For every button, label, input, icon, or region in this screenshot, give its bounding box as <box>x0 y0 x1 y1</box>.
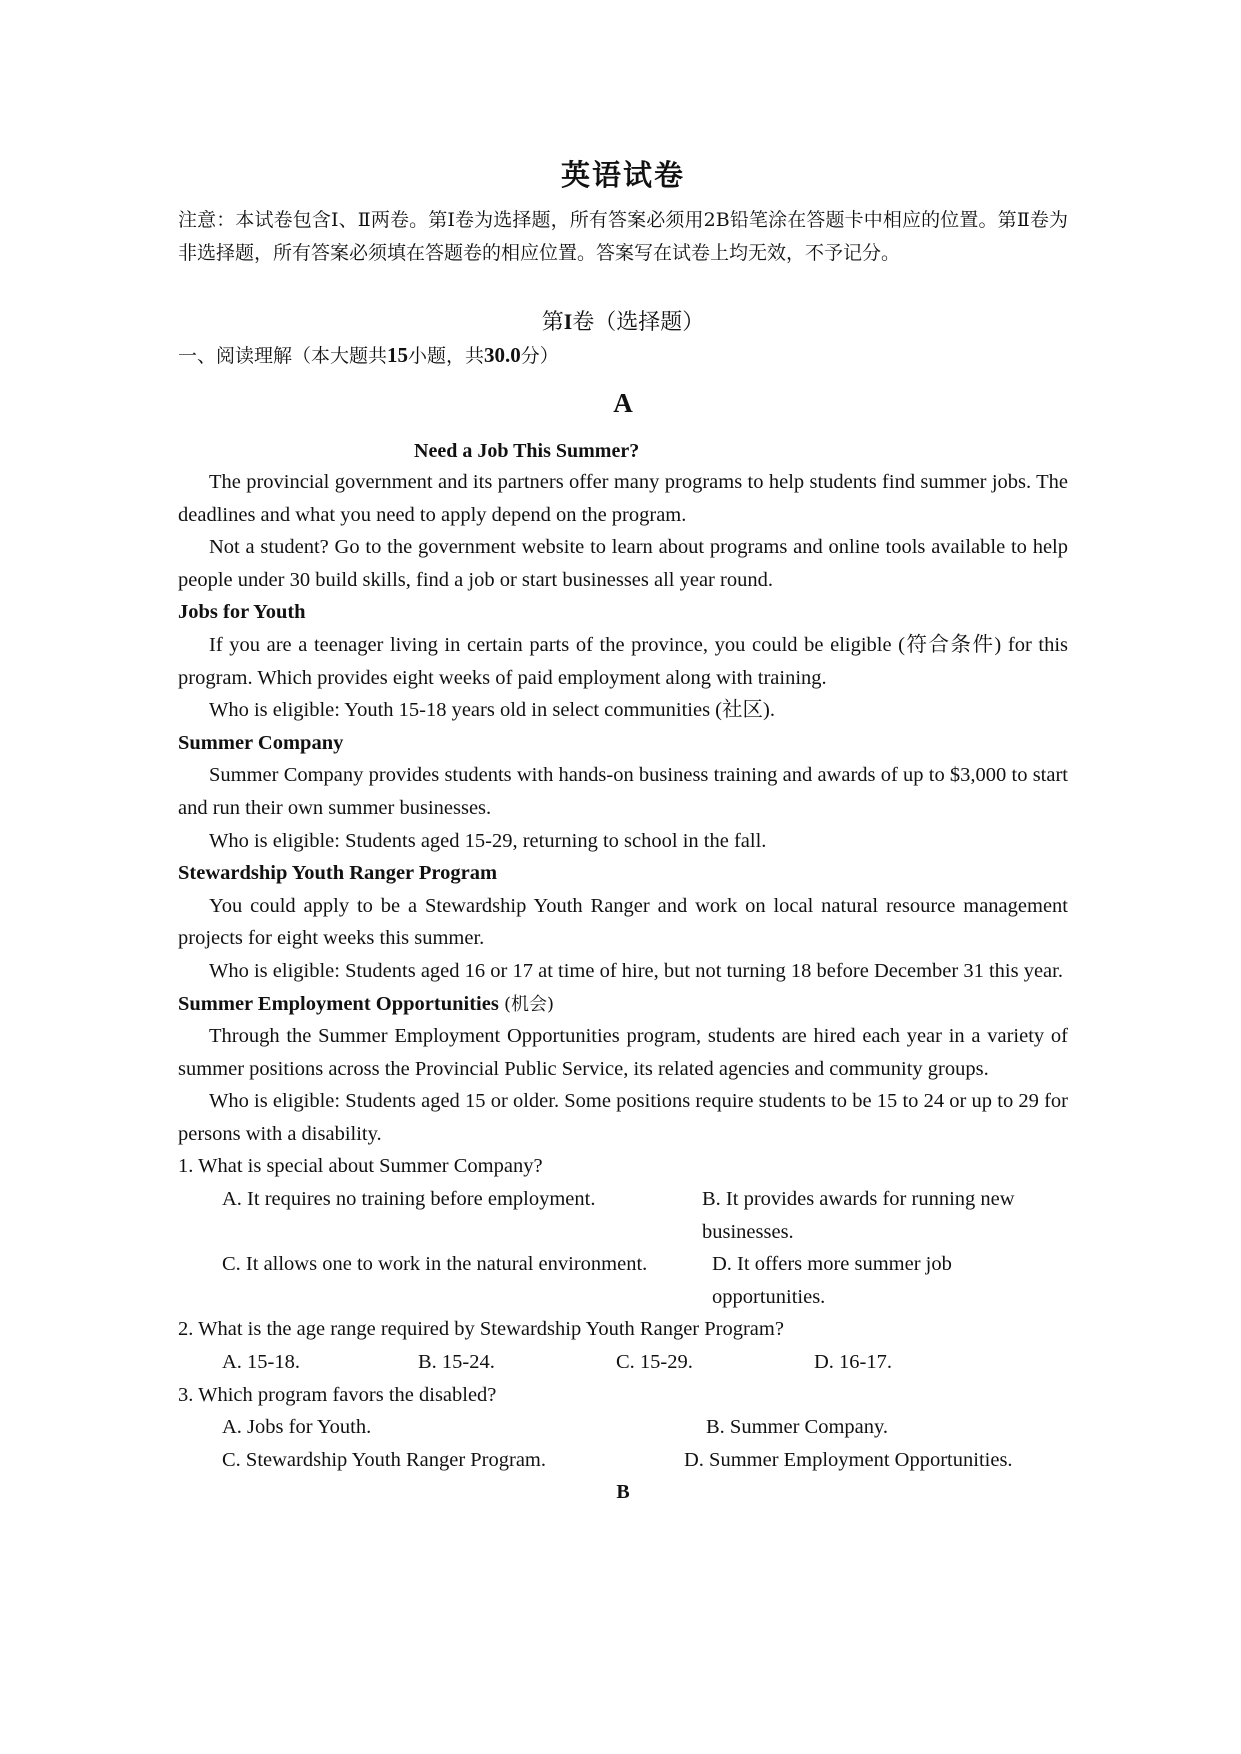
question-1 <box>178 1150 1068 1313</box>
question-stem: 3. Which program favors the disabled? <box>178 1383 497 1406</box>
question-stem: 2. What is the age range required by Stewardship Youth Ranger Program? <box>178 1318 784 1341</box>
reading-section-score: 30.0 <box>484 343 521 367</box>
passage-a-title: Need a Job This Summer? <box>414 440 640 462</box>
option-row <box>222 1346 1068 1379</box>
part-one-post: 卷（选择题） <box>572 310 705 335</box>
program-eligibility: Who is eligible: Students aged 16 or 17 at time of hire, but not turning 18 before December 31 this year. <box>209 959 1063 982</box>
program-summer-employment-opportunities <box>178 988 1068 1151</box>
program-heading-note: (机会) <box>503 993 554 1015</box>
option-row <box>222 1411 1068 1444</box>
option-c[interactable]: C. It allows one to work in the natural environment. <box>222 1253 648 1276</box>
program-heading <box>178 596 1068 629</box>
option-d[interactable]: D. It offers more summer job opportunities. <box>712 1253 952 1308</box>
passage-b-letter: B <box>616 1481 630 1504</box>
reading-section-heading <box>178 340 1068 370</box>
option-d[interactable]: D. 16-17. <box>814 1351 893 1374</box>
reading-section-post: 分） <box>520 345 559 367</box>
program-summer-company <box>178 727 1068 857</box>
exam-notice: 注意：本试卷包含Ⅰ、Ⅱ两卷。第Ⅰ卷为选择题，所有答案必须用2B铅笔涂在答题卡中相应的位置。第Ⅱ卷为非选择题，所有答案必须填在答题卷的相应位置。答案写在试卷上均无效，不予记分。 <box>178 209 1068 264</box>
question-options <box>178 1183 1068 1313</box>
intro-paragraph: Not a student? Go to the government website to learn about programs and online tools available to help people under 30 build skills, find a job or start businesses all year round. <box>178 536 1068 591</box>
option-b[interactable]: B. 15-24. <box>418 1351 495 1374</box>
part-one-pre: 第 <box>541 310 564 335</box>
program-heading-text: Summer Employment Opportunities <box>178 992 499 1015</box>
option-a[interactable]: A. It requires no training before employment. <box>222 1188 596 1211</box>
option-row <box>222 1183 1068 1248</box>
program-stewardship-youth-ranger <box>178 857 1068 987</box>
program-heading <box>178 857 1068 890</box>
exam-page <box>178 150 1068 1508</box>
option-row <box>222 1248 1068 1313</box>
program-heading <box>178 988 1068 1021</box>
question-3 <box>178 1379 1068 1477</box>
program-jobs-for-youth <box>178 596 1068 726</box>
intro-paragraph: The provincial government and its partners offer many programs to help students find summer jobs. The deadlines and what you need to apply depend on the program. <box>178 471 1068 526</box>
program-heading-text: Summer Company <box>178 731 344 754</box>
program-heading <box>178 727 1068 760</box>
program-paragraph: You could apply to be a Stewardship Youth Ranger and work on local natural resource management projects for eight weeks this summer. <box>178 894 1068 950</box>
option-a[interactable]: A. 15-18. <box>222 1351 301 1374</box>
option-c[interactable]: C. 15-29. <box>616 1351 693 1374</box>
option-b[interactable]: B. Summer Company. <box>706 1416 889 1439</box>
part-one-heading <box>178 304 1068 340</box>
program-eligibility: Who is eligible: Students aged 15-29, returning to school in the fall. <box>209 829 767 852</box>
option-d[interactable]: D. Summer Employment Opportunities. <box>684 1448 1013 1471</box>
option-row <box>222 1444 1068 1477</box>
program-heading-text: Jobs for Youth <box>178 601 306 624</box>
question-options <box>178 1346 1068 1379</box>
program-paragraph: Summer Company provides students with hands-on business training and awards of up to $3,000 to start and run their own summer businesses. <box>178 764 1068 819</box>
question-2 <box>178 1313 1068 1378</box>
program-eligibility: Who is eligible: Students aged 15 or older. Some positions require students to be 15 to 24 or up to 29 for persons with a disability. <box>178 1090 1068 1145</box>
question-options <box>178 1411 1068 1476</box>
program-eligibility: Who is eligible: Youth 15-18 years old in select communities (社区). <box>209 699 775 722</box>
program-heading-text: Stewardship Youth Ranger Program <box>178 862 498 885</box>
option-b[interactable]: B. It provides awards for running new businesses. <box>702 1188 1015 1243</box>
reading-section-pre: 一、阅读理解（本大题共 <box>178 345 388 367</box>
option-a[interactable]: A. Jobs for Youth. <box>222 1416 372 1439</box>
part-one-numeral: I <box>563 309 573 334</box>
option-c[interactable]: C. Stewardship Youth Ranger Program. <box>222 1448 547 1471</box>
program-paragraph: Through the Summer Employment Opportunities program, students are hired each year in a variety of summer positions across the Provincial Public Service, its related agencies and community groups. <box>178 1025 1068 1080</box>
exam-title: 英语试卷 <box>560 158 685 192</box>
reading-section-mid: 小题，共 <box>408 345 485 367</box>
program-paragraph: If you are a teenager living in certain parts of the province, you could be eligible (符合条件) for this program. Which provides eight weeks of paid employment along with training. <box>178 633 1068 689</box>
passage-a-letter: A <box>613 388 633 418</box>
reading-section-count: 15 <box>387 343 409 367</box>
question-stem: 1. What is special about Summer Company? <box>178 1155 543 1178</box>
